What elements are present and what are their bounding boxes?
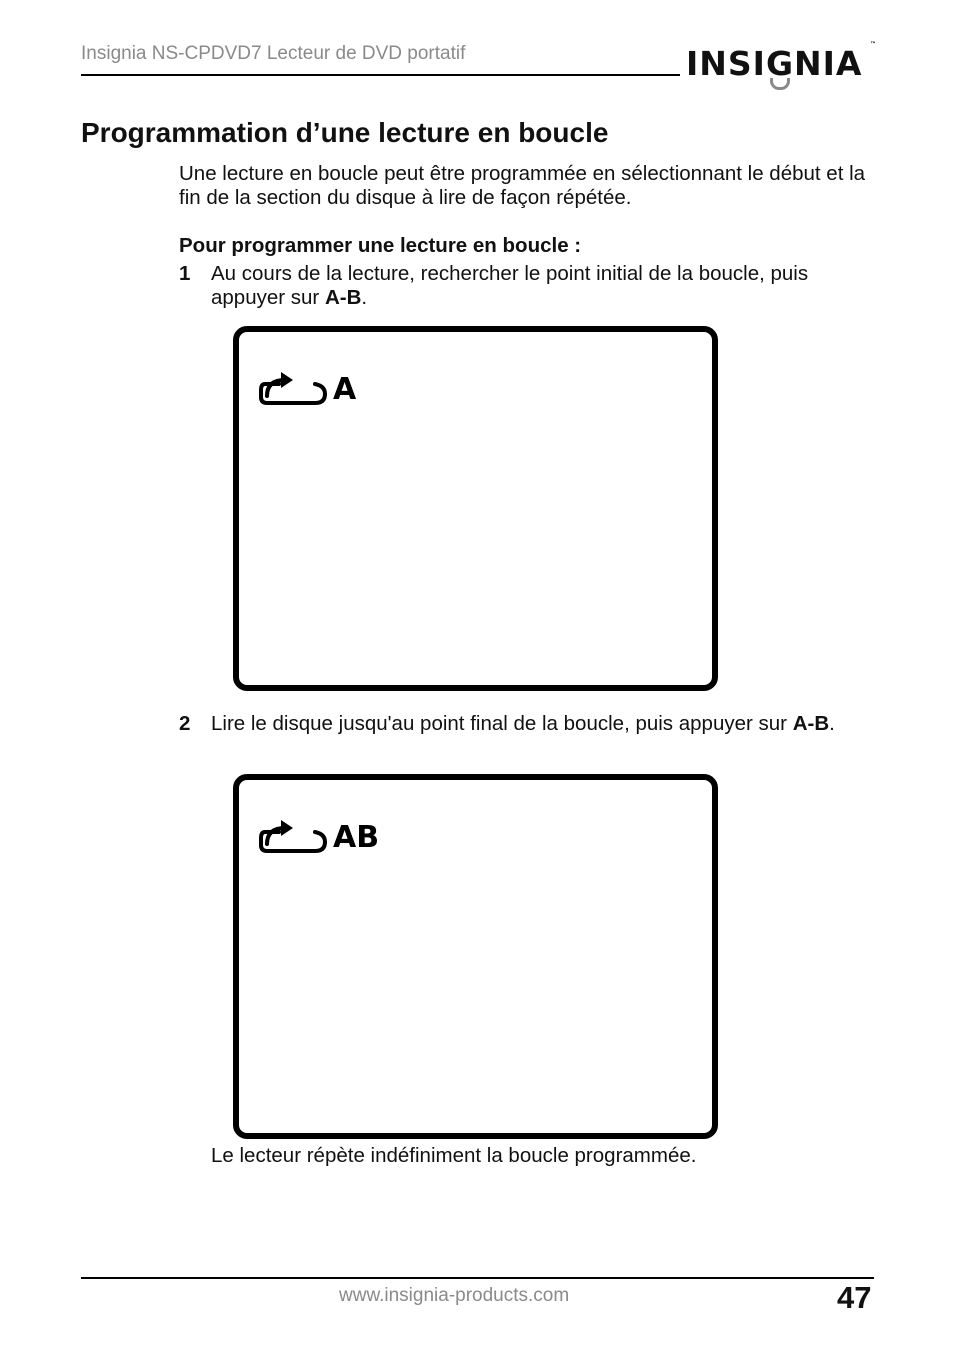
step-2-number: 2 bbox=[179, 712, 191, 735]
repeat-icon bbox=[259, 370, 329, 410]
header-rule bbox=[81, 74, 680, 76]
osd-label-ab: AB bbox=[333, 820, 380, 855]
footer-rule bbox=[81, 1277, 874, 1279]
section-title: Programmation d’une lecture en boucle bbox=[81, 117, 609, 148]
procedure-heading: Pour programmer une lecture en boucle : bbox=[179, 234, 582, 257]
step-1-text-before: Au cours de la lecture, rechercher le point initial de la boucle, puis appuyer sur bbox=[211, 262, 809, 309]
header-title: Insignia NS-CPDVD7 Lecteur de DVD portatif bbox=[81, 43, 466, 64]
screen-illustration-ab bbox=[233, 774, 718, 1139]
step-1-number: 1 bbox=[179, 262, 191, 285]
insignia-logo bbox=[686, 40, 878, 88]
step-2-text bbox=[211, 712, 876, 736]
step-1-button-name: A-B bbox=[324, 286, 362, 309]
step-2-text-after: . bbox=[829, 712, 835, 735]
logo-trademark: ™ bbox=[870, 41, 876, 48]
osd-indicator-ab bbox=[259, 818, 379, 858]
repeat-icon bbox=[259, 818, 329, 858]
result-note: Le lecteur répète indéfiniment la boucle programmée. bbox=[211, 1144, 697, 1167]
logo-g-hook-icon bbox=[770, 78, 790, 90]
step-1-text-after: . bbox=[361, 286, 368, 309]
logo-text: INSIGNIA bbox=[686, 44, 863, 83]
footer-url-link[interactable]: www.insignia-products.com bbox=[339, 1285, 570, 1306]
step-1-text bbox=[211, 262, 876, 310]
intro-paragraph: Une lecture en boucle peut être programmée en sélectionnant le début et la fin de la section du disque à lire de façon répétée. bbox=[179, 162, 866, 209]
step-2-button-name: A-B bbox=[792, 712, 830, 735]
step-2-text-before: Lire le disque jusqu'au point final de la boucle, puis appuyer sur bbox=[211, 712, 793, 735]
osd-indicator-a bbox=[259, 370, 356, 410]
page-number: 47 bbox=[837, 1280, 872, 1315]
osd-label-a: A bbox=[333, 372, 357, 407]
screen-illustration-a bbox=[233, 326, 718, 691]
